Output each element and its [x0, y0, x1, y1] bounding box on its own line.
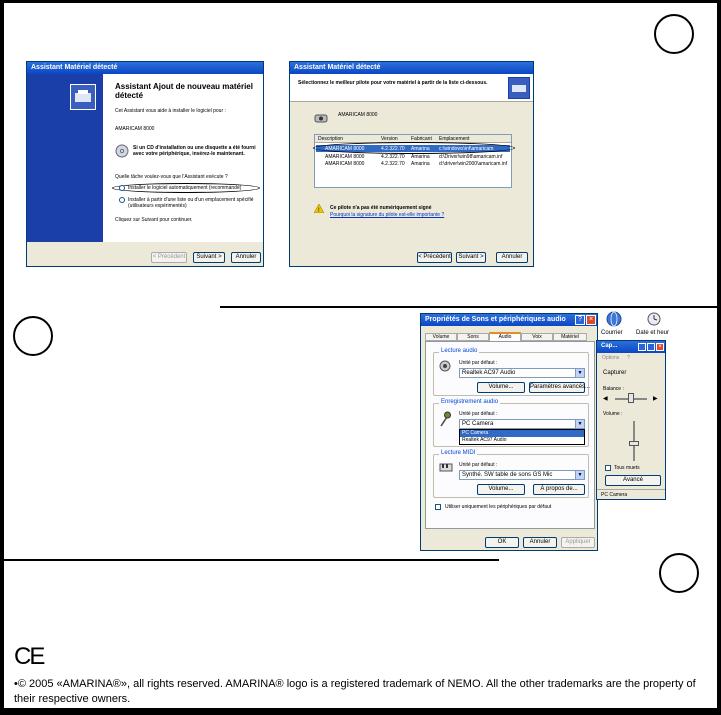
- next-button[interactable]: Suivant >: [456, 252, 486, 263]
- column-header[interactable]: Fabricant: [411, 136, 432, 142]
- group-title: Lecture audio: [441, 348, 478, 354]
- minimize-button[interactable]: [638, 343, 646, 351]
- desktop-icon-label: Date et heur: [636, 330, 670, 336]
- about-button[interactable]: À propos de...: [533, 484, 585, 495]
- only-default-checkbox[interactable]: [435, 504, 441, 510]
- recording-dropdown-list[interactable]: [459, 429, 585, 445]
- volume-button[interactable]: Volume...: [477, 382, 525, 393]
- chevron-down-icon[interactable]: ▼: [575, 471, 584, 479]
- midi-volume-button[interactable]: Volume...: [477, 484, 525, 495]
- wizard-heading: Assistant Ajout de nouveau matériel détecté: [115, 82, 253, 100]
- cd-icon: [115, 144, 129, 160]
- recording-device-value: PC Camera: [462, 421, 494, 427]
- driver-list[interactable]: [314, 134, 512, 188]
- device-name: AMARICAM 8000: [338, 112, 378, 118]
- hardware-icon: [70, 84, 96, 110]
- group-title: Enregistrement audio: [441, 399, 499, 405]
- column-header[interactable]: Version: [381, 136, 398, 142]
- dropdown-option[interactable]: Realtek AC97 Audio: [462, 437, 507, 443]
- option-auto-label[interactable]: Installer le logiciel automatiquement (recommandé): [128, 185, 242, 191]
- speaker-right-icon: ▶: [653, 396, 658, 402]
- desktop-icon-label: Courrier: [601, 330, 623, 336]
- close-icon[interactable]: ×: [656, 343, 664, 351]
- help-menu[interactable]: ?: [627, 355, 630, 361]
- manual-page: [4, 3, 717, 708]
- svg-text:!: !: [318, 208, 320, 213]
- table-cell: c:\windows\inf\amaricam: [439, 146, 494, 152]
- tab-bar: [425, 332, 595, 341]
- apply-button[interactable]: Appliquer: [561, 537, 595, 548]
- dropdown-option-selected[interactable]: PC Camera: [460, 430, 584, 437]
- clock-icon[interactable]: [646, 311, 664, 332]
- only-default-label[interactable]: Utiliser uniquement les périphériques par défaut: [445, 504, 552, 510]
- wizard-title: Assistant Matériel détecté: [27, 62, 263, 74]
- capture-volume-window: [596, 340, 666, 500]
- step-circle-middle: [13, 316, 53, 356]
- chevron-down-icon[interactable]: ▼: [575, 369, 584, 377]
- table-cell: d:\Driver\win98\amaricam.inf: [439, 154, 503, 160]
- table-cell: 4.2.322.70: [381, 146, 405, 152]
- table-cell: Amarina: [411, 161, 430, 167]
- divider-top: [220, 306, 717, 308]
- cancel-button[interactable]: Annuler: [231, 252, 261, 263]
- midi-icon: [439, 461, 453, 475]
- mute-label[interactable]: Tous muets: [614, 465, 640, 471]
- radio-manual[interactable]: [119, 197, 125, 203]
- table-cell: AMARICAM 8000: [325, 161, 365, 167]
- close-icon[interactable]: ×: [586, 315, 596, 325]
- advanced-settings-button[interactable]: Paramètres avancés...: [529, 382, 585, 393]
- help-button[interactable]: ?: [575, 315, 585, 325]
- volume-slider-thumb[interactable]: [629, 441, 639, 446]
- wizard-intro: Cet Assistant vous aide à installer le logiciel pour :: [115, 108, 226, 114]
- midi-device-value: Synthé. SW table de sons GS Mic: [462, 472, 553, 478]
- speaker-icon: [439, 360, 451, 374]
- copyright-text: •© 2005 «AMARINA®», all rights reserved. AMARINA® logo is a registered trademark of NEMO. All the other trademarks are the property of their respective owners.: [14, 678, 696, 705]
- column-header[interactable]: Emplacement: [439, 136, 470, 142]
- ce-mark: CE: [14, 643, 44, 670]
- warning-icon: [314, 204, 324, 215]
- maximize-button[interactable]: [647, 343, 655, 351]
- tab-volume[interactable]: Volume: [425, 333, 457, 341]
- ok-button[interactable]: OK: [485, 537, 519, 548]
- table-cell: AMARICAM 8000: [325, 154, 365, 160]
- volume-label: Volume :: [603, 411, 623, 417]
- warning-text: Ce pilote n'a pas été numériquement signé: [330, 205, 432, 211]
- sound-properties-dialog: [420, 313, 598, 551]
- table-cell: 4.2.322.70: [381, 161, 405, 167]
- advanced-button[interactable]: Avancé: [605, 475, 661, 486]
- previous-button[interactable]: < Précédent: [417, 252, 452, 263]
- speaker-left-icon: ◀: [603, 396, 608, 402]
- table-cell: AMARICAM 8000: [325, 146, 365, 152]
- cancel-button[interactable]: Annuler: [496, 252, 528, 263]
- table-cell: d:\driver\win2000\amaricam.inf: [439, 161, 508, 167]
- mail-icon[interactable]: [606, 311, 622, 332]
- continue-text: Cliquez sur Suivant pour continuer.: [115, 217, 193, 223]
- step-circle-bottom: [659, 553, 699, 593]
- table-cell: Amarina: [411, 146, 430, 152]
- recording-device-select[interactable]: [459, 419, 585, 429]
- device-name: AMARICAM 8000: [115, 126, 155, 132]
- option-manual-label[interactable]: Installer à partir d'une liste ou d'un emplacement spécifié (utilisateurs expérimentés): [128, 197, 254, 209]
- radio-auto[interactable]: [119, 185, 125, 191]
- column-header[interactable]: Description: [318, 136, 344, 142]
- tab-audio[interactable]: Audio: [489, 332, 521, 341]
- step-circle-top: [654, 14, 694, 54]
- capture-heading: Capturer: [603, 370, 627, 376]
- cd-text: Si un CD d'installation ou une disquette a été fourni avec votre périphérique, insérez-le maintenant.: [133, 145, 256, 157]
- tab-hardware[interactable]: Matériel: [553, 333, 587, 341]
- mute-checkbox[interactable]: [605, 465, 611, 471]
- wizard-title: Assistant Matériel détecté: [290, 62, 533, 74]
- capture-title: Cap...: [597, 341, 665, 353]
- warning-link[interactable]: Pourquoi la signature du pilote est-elle importante ?: [330, 212, 445, 218]
- previous-button[interactable]: < Précédent: [151, 252, 187, 263]
- balance-thumb[interactable]: [628, 393, 634, 403]
- cancel-button[interactable]: Annuler: [523, 537, 557, 548]
- table-cell: 4.2.322.70: [381, 154, 405, 160]
- dialog-title: Propriétés de Sons et périphériques audio: [421, 314, 597, 326]
- default-device-label: Unité par défaut :: [459, 411, 498, 417]
- balance-label: Balance :: [603, 386, 624, 392]
- status-label: PC Camera: [601, 492, 628, 498]
- next-button[interactable]: Suivant >: [193, 252, 225, 263]
- camera-icon: [314, 112, 328, 126]
- default-device-label: Unité par défaut :: [459, 462, 498, 468]
- task-question: Quelle tâche voulez-vous que l'Assistant exécute ?: [115, 174, 228, 180]
- playback-device-value: Realtek AC97 Audio: [462, 370, 516, 376]
- microphone-icon: [439, 411, 451, 429]
- wizard-window-1: [26, 61, 264, 267]
- default-device-label: Unité par défaut :: [459, 360, 498, 366]
- tab-voice[interactable]: Voix: [521, 333, 553, 341]
- tab-sounds[interactable]: Sons: [457, 333, 489, 341]
- group-title: Lecture MIDI: [441, 450, 476, 456]
- wizard-window-2: [289, 61, 534, 267]
- hardware-icon: [508, 77, 530, 99]
- wizard-heading: Sélectionnez le meilleur pilote pour votre matériel à partir de la liste ci-dessous.: [298, 80, 488, 86]
- chevron-down-icon[interactable]: ▼: [575, 420, 584, 428]
- table-cell: Amarina: [411, 154, 430, 160]
- midi-device-select[interactable]: [459, 470, 585, 480]
- options-menu[interactable]: Options: [602, 355, 620, 361]
- divider-bottom: [4, 559, 499, 561]
- playback-device-select[interactable]: [459, 368, 585, 378]
